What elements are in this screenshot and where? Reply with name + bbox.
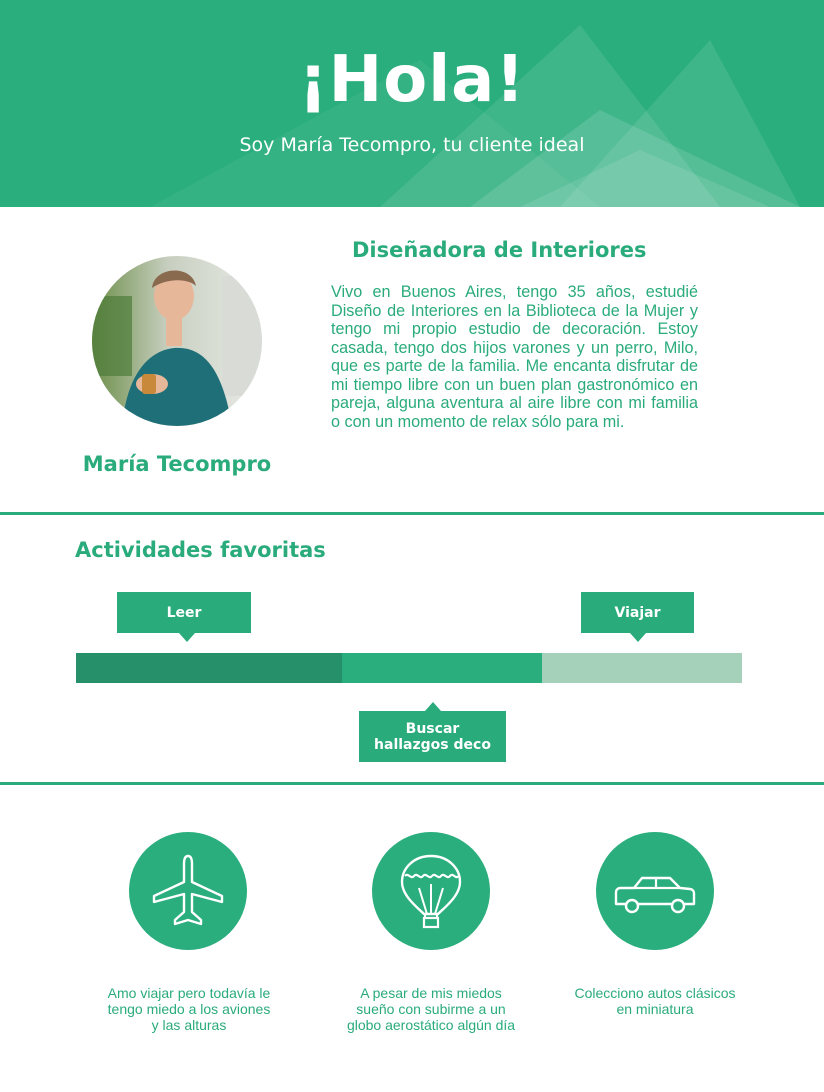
feature-circle-balloon xyxy=(372,832,490,950)
divider xyxy=(0,782,824,785)
page-subtitle: Soy María Tecompro, tu cliente ideal xyxy=(239,134,585,156)
feature-circle-car xyxy=(596,832,714,950)
activity-bar-buscar xyxy=(342,653,542,683)
feature-circle-airplane xyxy=(129,832,247,950)
role-title: Diseñadora de Interiores xyxy=(352,238,647,262)
divider xyxy=(0,512,824,515)
activity-label-buscar: Buscar hallazgos deco xyxy=(359,711,506,762)
page-title: ¡Hola! xyxy=(298,43,526,117)
activity-label-viajar: Viajar xyxy=(581,592,694,633)
avatar xyxy=(92,256,262,426)
airplane-icon xyxy=(129,832,247,950)
car-icon xyxy=(596,832,714,950)
activities-title: Actividades favoritas xyxy=(75,538,326,562)
activity-bar-leer xyxy=(76,653,342,683)
hot-air-balloon-icon xyxy=(372,832,490,950)
feature-caption-balloon: A pesar de mis miedos sueño con subirme a un globo aerostático algún día xyxy=(346,985,516,1033)
feature-caption-airplane: Amo viajar pero todavía le tengo miedo a los aviones y las alturas xyxy=(107,985,271,1033)
bio-text: Vivo en Buenos Aires, tengo 35 años, estudié Diseño de Interiores en la Biblioteca de la Mujer y tengo mi propio estudio de decoración. Estoy casada, tengo dos hijos varones y un perro, Milo, que es parte de la familia. Me encanta disfrutar de mi tiempo libre con un buen plan gastronómico en pareja, alguna aventura al aire libre con mi familia o con un momento de relax sólo para mi. xyxy=(331,283,698,431)
activity-bar-viajar xyxy=(542,653,742,683)
header-banner xyxy=(0,0,824,207)
person-name: María Tecompro xyxy=(82,452,272,476)
feature-caption-car: Colecciono autos clásicos en miniatura xyxy=(574,985,736,1017)
activity-label-leer: Leer xyxy=(117,592,251,633)
